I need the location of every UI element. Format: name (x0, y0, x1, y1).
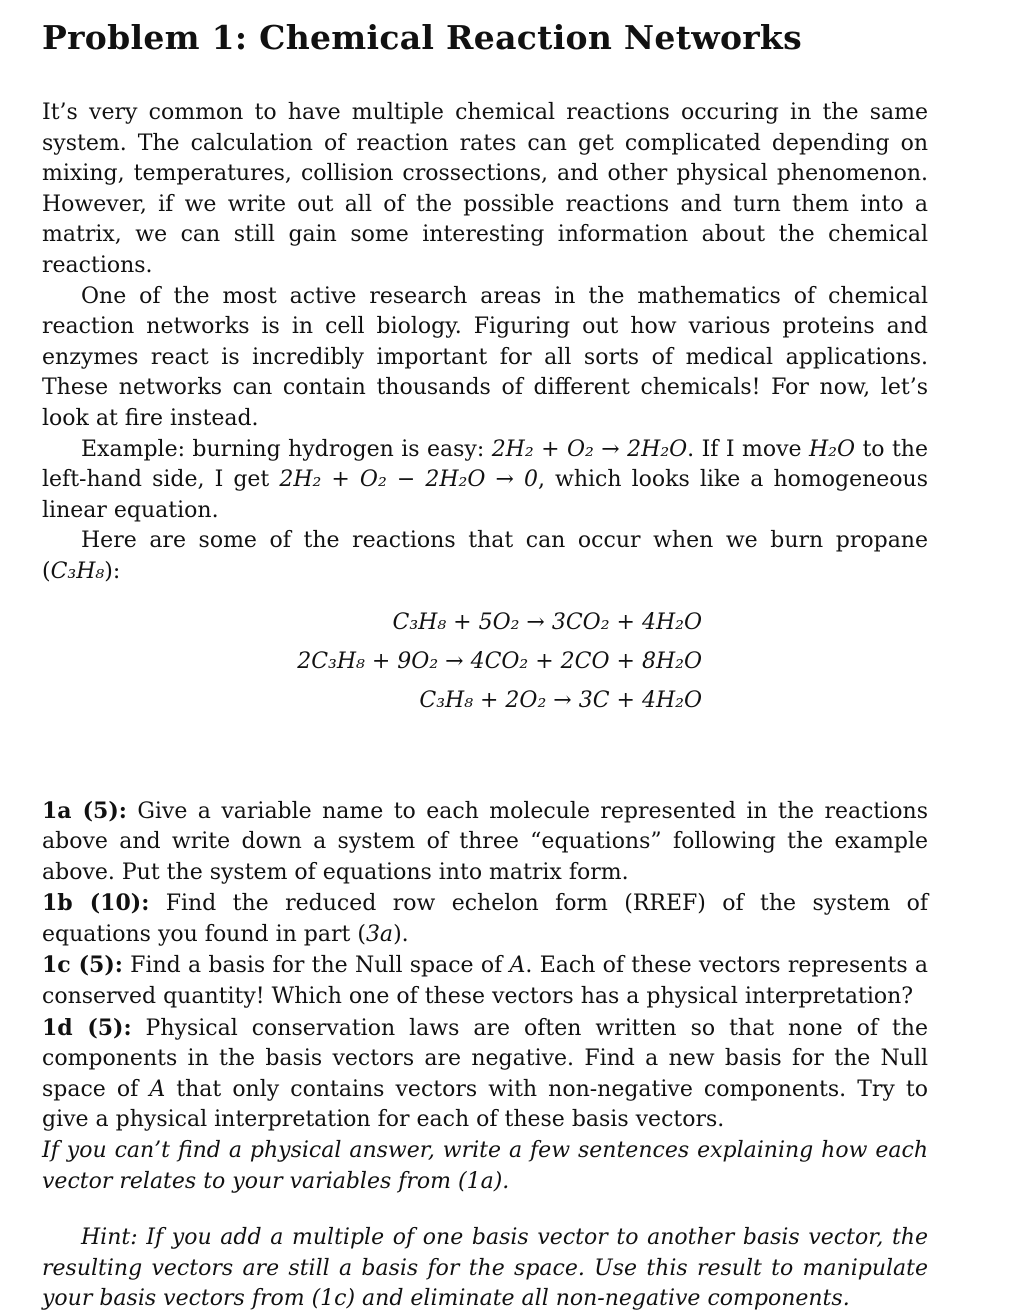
question-1b (42, 888, 928, 950)
question-1c-text-b: . Each of these vectors represents a conserved quantity! Which one of these vectors has a physical interpretation? (42, 953, 928, 1009)
question-1c-label: 1c (5): (42, 952, 123, 978)
question-1b-text-b: ). (393, 922, 409, 947)
reaction-equations (42, 608, 928, 728)
intro-paragraph-3 (42, 435, 928, 527)
question-1d-italic-note: If you can’t find a physical answer, write a few sentences explaining how each vector relates to your variables from (1a). (42, 1136, 928, 1197)
intro-paragraph-1: It’s very common to have multiple chemical reactions occuring in the same system. The calculation of reaction rates can get complicated depending on mixing, temperatures, collision crossections, and other physical phenomenon. However, if we write out all of the possible reactions and turn them into a matrix, we can still gain some interesting information about the chemical reactions. (42, 98, 928, 282)
question-1d-label: 1d (5): (42, 1015, 132, 1041)
propane-formula: C₃H₈ (51, 559, 105, 584)
reaction-equation-1: C₃H₈ + 5O₂ → 3CO₂ + 4H₂O (393, 608, 703, 638)
example-text-a: Example: burning hydrogen is easy: (81, 437, 492, 462)
question-1d-text-a: Physical conservation laws are often written so that none of the components in the basis vectors are negative. Find a new basis for the Null space of (42, 1016, 928, 1102)
water-formula: H₂O (809, 437, 855, 462)
propane-text-b: ): (104, 559, 120, 584)
question-1c-var: A (510, 953, 526, 978)
intro-paragraph-2: One of the most active research areas in the mathematics of chemical reaction networks is in cell biology. Figuring out how various proteins and enzymes react is incredibly important for all sorts of medical applications. These networks can contain thousands of different chemicals! For now, let’s look at fire instead. (42, 282, 928, 435)
intro-section (42, 98, 928, 588)
question-1d (42, 1013, 928, 1136)
question-1a-text: Give a variable name to each molecule represented in the reactions above and write down a system of three “equations” following the example above. Put the system of equations into matrix form. (42, 799, 928, 885)
questions-section (42, 796, 928, 1315)
question-1d-text-b: that only contains vectors with non-negative components. Try to give a physical interpretation for each of these basis vectors. (42, 1077, 928, 1133)
document-page (42, 14, 928, 1315)
example-text-d: , which looks like a homogeneous linear equation. (42, 467, 928, 523)
question-1c-text-a: Find a basis for the Null space of (123, 953, 510, 978)
intro-paragraph-4 (42, 526, 928, 587)
question-1a (42, 796, 928, 889)
reaction-equation-3: C₃H₈ + 2O₂ → 3C + 4H₂O (419, 686, 702, 716)
question-1b-text-a: Find the reduced row echelon form (RREF) of the system of equations you found in part ( (42, 891, 928, 947)
hydrogen-equation: 2H₂ + O₂ → 2H₂O (492, 437, 687, 462)
hint-paragraph: Hint: If you add a multiple of one basis vector to another basis vector, the resulting vectors are still a basis for the space. Use this result to manipulate your basis vectors from (1c) and eliminate all non-negative components. (42, 1223, 928, 1315)
question-1b-ref: 3a (366, 922, 393, 947)
problem-title: Problem 1: Chemical Reaction Networks (42, 14, 928, 62)
propane-text-a: Here are some of the reactions that can occur when we burn propane ( (42, 528, 928, 584)
question-1b-label: 1b (10): (42, 890, 149, 916)
reaction-equation-2: 2C₃H₈ + 9O₂ → 4CO₂ + 2CO + 8H₂O (297, 647, 702, 677)
example-text-c: to the left-hand side, I get (42, 437, 928, 493)
question-1c (42, 950, 928, 1012)
example-text-b: . If I move (687, 437, 809, 462)
question-1a-label: 1a (5): (42, 798, 127, 824)
homogeneous-equation: 2H₂ + O₂ − 2H₂O → 0 (279, 467, 538, 492)
question-1d-var: A (149, 1077, 165, 1102)
